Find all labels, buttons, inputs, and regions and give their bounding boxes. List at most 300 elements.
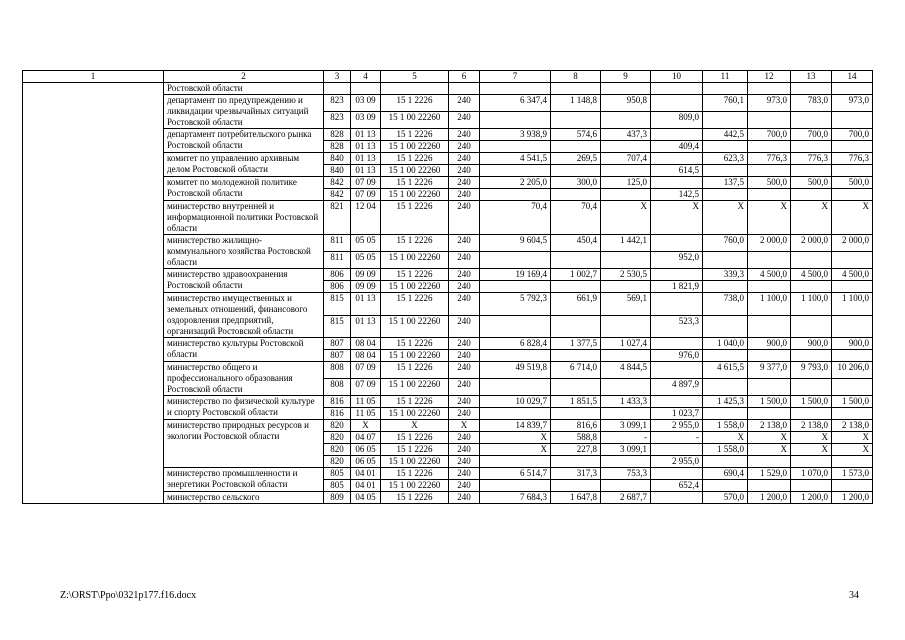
cell-col-5: 15 1 00 22260 xyxy=(381,379,449,396)
cell-col-7 xyxy=(480,83,551,95)
cell-col-4: Х xyxy=(351,420,381,432)
cell-col-13 xyxy=(791,456,832,468)
cell-col-5: 15 1 00 22260 xyxy=(381,456,449,468)
cell-col-3: 820 xyxy=(324,456,351,468)
cell-col-5: 15 1 2226 xyxy=(381,153,449,165)
cell-col-6 xyxy=(449,83,480,95)
cell-col-10 xyxy=(651,269,703,281)
cell-col-12 xyxy=(748,252,791,269)
cell-col-7: 49 519,8 xyxy=(480,362,551,379)
cell-col-3: 815 xyxy=(324,293,351,316)
cell-col-3: 842 xyxy=(324,189,351,201)
cell-col-7: 9 604,5 xyxy=(480,235,551,252)
cell-col-13: 2 000,0 xyxy=(791,235,832,252)
cell-col-12: Х xyxy=(748,444,791,456)
cell-col-8: 1 377,5 xyxy=(551,338,601,350)
cell-col-4: 09 09 xyxy=(351,269,381,281)
cell-col-9 xyxy=(601,112,651,129)
cell-col-9: 569,1 xyxy=(601,293,651,316)
cell-col-11: 1 425,3 xyxy=(703,396,748,408)
cell-col-12 xyxy=(748,456,791,468)
column-1-cell xyxy=(23,83,164,504)
cell-col-6: 240 xyxy=(449,350,480,362)
cell-col-9: 3 099,1 xyxy=(601,420,651,432)
cell-col-3: 815 xyxy=(324,315,351,338)
cell-col-5: 15 1 2226 xyxy=(381,396,449,408)
cell-col-4: 07 09 xyxy=(351,379,381,396)
cell-col-3: 840 xyxy=(324,165,351,177)
cell-col-13 xyxy=(791,379,832,396)
cell-col-3: 842 xyxy=(324,177,351,189)
cell-col-7: 6 828,4 xyxy=(480,338,551,350)
cell-col-5: 15 1 2226 xyxy=(381,432,449,444)
cell-col-3: 828 xyxy=(324,129,351,141)
cell-col-12: 500,0 xyxy=(748,177,791,189)
cell-col-10: 1 023,7 xyxy=(651,408,703,420)
cell-col-10 xyxy=(651,293,703,316)
cell-col-9: 2 687,7 xyxy=(601,492,651,504)
executor-name: министерство сельского xyxy=(164,492,324,504)
cell-col-9: 2 530,5 xyxy=(601,269,651,281)
cell-col-4: 08 04 xyxy=(351,338,381,350)
cell-col-8: 450,4 xyxy=(551,235,601,252)
cell-col-3: 820 xyxy=(324,432,351,444)
cell-col-3: 823 xyxy=(324,112,351,129)
cell-col-11 xyxy=(703,281,748,293)
cell-col-9: 125,0 xyxy=(601,177,651,189)
cell-col-9 xyxy=(601,252,651,269)
cell-col-8 xyxy=(551,379,601,396)
cell-col-3 xyxy=(324,83,351,95)
cell-col-10: 4 897,9 xyxy=(651,379,703,396)
cell-col-4: 01 13 xyxy=(351,153,381,165)
cell-col-11: Х xyxy=(703,432,748,444)
cell-col-6: 240 xyxy=(449,165,480,177)
cell-col-7: 10 029,7 xyxy=(480,396,551,408)
cell-col-10 xyxy=(651,235,703,252)
cell-col-7 xyxy=(480,112,551,129)
cell-col-10: 409,4 xyxy=(651,141,703,153)
cell-col-14: 2 138,0 xyxy=(832,420,873,432)
cell-col-11: 442,5 xyxy=(703,129,748,141)
cell-col-4: 12 04 xyxy=(351,201,381,235)
cell-col-9 xyxy=(601,350,651,362)
cell-col-10: 142,5 xyxy=(651,189,703,201)
cell-col-7: 3 938,9 xyxy=(480,129,551,141)
cell-col-4: 01 13 xyxy=(351,293,381,316)
column-header-3: 3 xyxy=(324,71,351,83)
cell-col-7 xyxy=(480,141,551,153)
cell-col-8 xyxy=(551,165,601,177)
cell-col-4: 03 09 xyxy=(351,112,381,129)
cell-col-11 xyxy=(703,408,748,420)
cell-col-11: 570,0 xyxy=(703,492,748,504)
column-header-1: 1 xyxy=(23,71,164,83)
cell-col-11: 760,0 xyxy=(703,235,748,252)
cell-col-9 xyxy=(601,141,651,153)
cell-col-4: 04 07 xyxy=(351,432,381,444)
cell-col-6: 240 xyxy=(449,408,480,420)
cell-col-6: 240 xyxy=(449,177,480,189)
cell-col-8: 574,6 xyxy=(551,129,601,141)
cell-col-9: Х xyxy=(601,201,651,235)
cell-col-5: 15 1 2226 xyxy=(381,269,449,281)
cell-col-14 xyxy=(832,141,873,153)
executor-name: министерство внутренней и информационной политики Ростовской области xyxy=(164,201,324,235)
cell-col-8 xyxy=(551,252,601,269)
cell-col-8 xyxy=(551,83,601,95)
cell-col-13 xyxy=(791,281,832,293)
cell-col-6: 240 xyxy=(449,480,480,492)
cell-col-6: 240 xyxy=(449,252,480,269)
cell-col-12: 1 529,0 xyxy=(748,468,791,480)
cell-col-8: 70,4 xyxy=(551,201,601,235)
cell-col-12: 4 500,0 xyxy=(748,269,791,281)
cell-col-4: 07 09 xyxy=(351,189,381,201)
cell-col-8: 269,5 xyxy=(551,153,601,165)
cell-col-12: 776,3 xyxy=(748,153,791,165)
cell-col-12 xyxy=(748,83,791,95)
cell-col-14: 2 000,0 xyxy=(832,235,873,252)
cell-col-4: 04 01 xyxy=(351,468,381,480)
cell-col-14: Х xyxy=(832,444,873,456)
cell-col-8: 661,9 xyxy=(551,293,601,316)
cell-col-12: 1 200,0 xyxy=(748,492,791,504)
cell-col-14 xyxy=(832,315,873,338)
column-header-14: 14 xyxy=(832,71,873,83)
cell-col-10 xyxy=(651,95,703,112)
cell-col-13: Х xyxy=(791,432,832,444)
cell-col-3: 816 xyxy=(324,396,351,408)
cell-col-3: 808 xyxy=(324,379,351,396)
cell-col-4: 01 13 xyxy=(351,165,381,177)
cell-col-14: Х xyxy=(832,432,873,444)
cell-col-3: 805 xyxy=(324,468,351,480)
cell-col-12: 700,0 xyxy=(748,129,791,141)
cell-col-13 xyxy=(791,189,832,201)
cell-col-10: 652,4 xyxy=(651,480,703,492)
column-header-8: 8 xyxy=(551,71,601,83)
cell-col-10 xyxy=(651,468,703,480)
cell-col-5: 15 1 2226 xyxy=(381,201,449,235)
cell-col-5: 15 1 2226 xyxy=(381,177,449,189)
cell-col-3: 821 xyxy=(324,201,351,235)
cell-col-14 xyxy=(832,350,873,362)
cell-col-7: 19 169,4 xyxy=(480,269,551,281)
cell-col-14: 776,3 xyxy=(832,153,873,165)
cell-col-10 xyxy=(651,177,703,189)
cell-col-11: 339,3 xyxy=(703,269,748,281)
cell-col-6: 240 xyxy=(449,153,480,165)
cell-col-6: 240 xyxy=(449,396,480,408)
cell-col-13: Х xyxy=(791,444,832,456)
cell-col-9: 437,3 xyxy=(601,129,651,141)
cell-col-6: 240 xyxy=(449,112,480,129)
cell-col-8: 1 851,5 xyxy=(551,396,601,408)
cell-col-7 xyxy=(480,456,551,468)
cell-col-7: Х xyxy=(480,444,551,456)
cell-col-10 xyxy=(651,153,703,165)
cell-col-6: 240 xyxy=(449,362,480,379)
cell-col-13: 9 793,0 xyxy=(791,362,832,379)
cell-col-12: Х xyxy=(748,201,791,235)
executor-name: министерство жилищно-коммунального хозяйства Ростовской области xyxy=(164,235,324,269)
executor-name: комитет по молодежной политике Ростовской области xyxy=(164,177,324,201)
column-header-4: 4 xyxy=(351,71,381,83)
cell-col-14 xyxy=(832,252,873,269)
cell-col-9: 1 027,4 xyxy=(601,338,651,350)
executor-name: комитет по управлению архивным делом Ростовской области xyxy=(164,153,324,177)
cell-col-12 xyxy=(748,189,791,201)
cell-col-11: 1 040,0 xyxy=(703,338,748,350)
cell-col-13: 1 100,0 xyxy=(791,293,832,316)
cell-col-11: 690,4 xyxy=(703,468,748,480)
cell-col-3: 811 xyxy=(324,235,351,252)
cell-col-11: 738,0 xyxy=(703,293,748,316)
cell-col-14 xyxy=(832,112,873,129)
cell-col-7: 6 514,7 xyxy=(480,468,551,480)
cell-col-12 xyxy=(748,480,791,492)
cell-col-8 xyxy=(551,480,601,492)
cell-col-8: 1 647,8 xyxy=(551,492,601,504)
cell-col-10: 1 821,9 xyxy=(651,281,703,293)
cell-col-12: 900,0 xyxy=(748,338,791,350)
cell-col-8: 588,8 xyxy=(551,432,601,444)
cell-col-3: 809 xyxy=(324,492,351,504)
cell-col-13 xyxy=(791,315,832,338)
cell-col-14: 1 573,0 xyxy=(832,468,873,480)
table-body xyxy=(23,83,873,504)
cell-col-11: 137,5 xyxy=(703,177,748,189)
cell-col-10: 2 955,0 xyxy=(651,456,703,468)
cell-col-8: 1 148,8 xyxy=(551,95,601,112)
cell-col-7: 14 839,7 xyxy=(480,420,551,432)
cell-col-7: 7 684,3 xyxy=(480,492,551,504)
cell-col-5: 15 1 00 22260 xyxy=(381,281,449,293)
cell-col-7: 2 205,0 xyxy=(480,177,551,189)
cell-col-12: 1 500,0 xyxy=(748,396,791,408)
cell-col-11: 760,1 xyxy=(703,95,748,112)
cell-col-6: 240 xyxy=(449,141,480,153)
cell-col-9: 1 433,3 xyxy=(601,396,651,408)
cell-col-7: 70,4 xyxy=(480,201,551,235)
cell-col-3: 840 xyxy=(324,153,351,165)
executor-name: министерство здравоохранения Ростовской области xyxy=(164,269,324,293)
budget-table xyxy=(22,70,873,504)
cell-col-5: 15 1 00 22260 xyxy=(381,189,449,201)
cell-col-9 xyxy=(601,480,651,492)
column-header-5: 5 xyxy=(381,71,449,83)
cell-col-7 xyxy=(480,350,551,362)
cell-col-12: Х xyxy=(748,432,791,444)
cell-col-5: 15 1 00 22260 xyxy=(381,252,449,269)
cell-col-7 xyxy=(480,189,551,201)
cell-col-14: 4 500,0 xyxy=(832,269,873,281)
cell-col-8 xyxy=(551,315,601,338)
cell-col-12: 2 000,0 xyxy=(748,235,791,252)
cell-col-12: 1 100,0 xyxy=(748,293,791,316)
cell-col-4: 08 04 xyxy=(351,350,381,362)
cell-col-14: 1 500,0 xyxy=(832,396,873,408)
executor-name: министерство природных ресурсов и экологии Ростовской области xyxy=(164,420,324,468)
executor-name: министерство по физической культуре и спорту Ростовской области xyxy=(164,396,324,420)
cell-col-13: 1 500,0 xyxy=(791,396,832,408)
cell-col-9: 3 099,1 xyxy=(601,444,651,456)
cell-col-13: 2 138,0 xyxy=(791,420,832,432)
cell-col-11 xyxy=(703,165,748,177)
cell-col-14 xyxy=(832,480,873,492)
column-header-13: 13 xyxy=(791,71,832,83)
cell-col-8 xyxy=(551,141,601,153)
cell-col-14 xyxy=(832,165,873,177)
cell-col-13: 1 200,0 xyxy=(791,492,832,504)
cell-col-10 xyxy=(651,338,703,350)
cell-col-12: 9 377,0 xyxy=(748,362,791,379)
cell-col-10: 2 955,0 xyxy=(651,420,703,432)
cell-col-4: 04 01 xyxy=(351,480,381,492)
cell-col-4: 07 09 xyxy=(351,177,381,189)
cell-col-10: Х xyxy=(651,201,703,235)
cell-col-10 xyxy=(651,492,703,504)
cell-col-9 xyxy=(601,83,651,95)
cell-col-14: Х xyxy=(832,201,873,235)
cell-col-3: 808 xyxy=(324,362,351,379)
cell-col-13: Х xyxy=(791,201,832,235)
cell-col-5: 15 1 2226 xyxy=(381,362,449,379)
cell-col-10: 952,0 xyxy=(651,252,703,269)
cell-col-12 xyxy=(748,112,791,129)
executor-name: министерство культуры Ростовской области xyxy=(164,338,324,362)
cell-col-5: 15 1 00 22260 xyxy=(381,350,449,362)
cell-col-12 xyxy=(748,165,791,177)
cell-col-5: 15 1 2226 xyxy=(381,492,449,504)
cell-col-3: 820 xyxy=(324,420,351,432)
cell-col-9: 4 844,5 xyxy=(601,362,651,379)
cell-col-7 xyxy=(480,315,551,338)
cell-col-10 xyxy=(651,362,703,379)
cell-col-13: 500,0 xyxy=(791,177,832,189)
cell-col-7 xyxy=(480,379,551,396)
cell-col-9: 707,4 xyxy=(601,153,651,165)
cell-col-5: 15 1 00 22260 xyxy=(381,315,449,338)
cell-col-9: 1 442,1 xyxy=(601,235,651,252)
executor-name: министерство промышленности и энергетики Ростовской области xyxy=(164,468,324,492)
cell-col-6: 240 xyxy=(449,235,480,252)
cell-col-10: 523,3 xyxy=(651,315,703,338)
cell-col-5: 15 1 00 22260 xyxy=(381,408,449,420)
cell-col-5: 15 1 2226 xyxy=(381,468,449,480)
cell-col-9 xyxy=(601,408,651,420)
cell-col-13: 783,0 xyxy=(791,95,832,112)
column-header-6: 6 xyxy=(449,71,480,83)
cell-col-13: 900,0 xyxy=(791,338,832,350)
cell-col-12 xyxy=(748,408,791,420)
cell-col-14: 500,0 xyxy=(832,177,873,189)
cell-col-5: Х xyxy=(381,420,449,432)
cell-col-10: 809,0 xyxy=(651,112,703,129)
column-header-7: 7 xyxy=(480,71,551,83)
cell-col-8: 227,8 xyxy=(551,444,601,456)
cell-col-14 xyxy=(832,456,873,468)
cell-col-4: 05 05 xyxy=(351,235,381,252)
cell-col-4: 06 05 xyxy=(351,444,381,456)
cell-col-4: 03 09 xyxy=(351,95,381,112)
cell-col-3: 807 xyxy=(324,350,351,362)
cell-col-9 xyxy=(601,315,651,338)
column-header-12: 12 xyxy=(748,71,791,83)
cell-col-10: - xyxy=(651,432,703,444)
cell-col-11 xyxy=(703,480,748,492)
cell-col-7 xyxy=(480,408,551,420)
cell-col-5: 15 1 00 22260 xyxy=(381,480,449,492)
cell-col-10 xyxy=(651,129,703,141)
cell-col-9 xyxy=(601,379,651,396)
cell-col-13 xyxy=(791,350,832,362)
cell-col-6: 240 xyxy=(449,444,480,456)
cell-col-8: 6 714,0 xyxy=(551,362,601,379)
cell-col-11 xyxy=(703,189,748,201)
cell-col-14: 10 206,0 xyxy=(832,362,873,379)
cell-col-11: 1 558,0 xyxy=(703,444,748,456)
cell-col-4: 06 05 xyxy=(351,456,381,468)
cell-col-6: 240 xyxy=(449,456,480,468)
cell-col-6: 240 xyxy=(449,95,480,112)
cell-col-5: 15 1 2226 xyxy=(381,444,449,456)
cell-col-14: 973,0 xyxy=(832,95,873,112)
cell-col-13: 776,3 xyxy=(791,153,832,165)
cell-col-5 xyxy=(381,83,449,95)
column-header-9: 9 xyxy=(601,71,651,83)
cell-col-7: 4 541,5 xyxy=(480,153,551,165)
cell-col-11 xyxy=(703,112,748,129)
cell-col-8: 317,3 xyxy=(551,468,601,480)
cell-col-6: 240 xyxy=(449,338,480,350)
cell-col-14 xyxy=(832,281,873,293)
cell-col-9: 950,8 xyxy=(601,95,651,112)
cell-col-10 xyxy=(651,396,703,408)
cell-col-3: 828 xyxy=(324,141,351,153)
executor-name: министерство общего и профессионального образования Ростовской области xyxy=(164,362,324,396)
cell-col-5: 15 1 2226 xyxy=(381,235,449,252)
cell-col-6: 240 xyxy=(449,492,480,504)
footer-file-path: Z:\ORST\Ppo\0321p177.f16.docx xyxy=(60,590,197,601)
cell-col-13 xyxy=(791,252,832,269)
cell-col-9: 753,3 xyxy=(601,468,651,480)
cell-col-11: 1 558,0 xyxy=(703,420,748,432)
cell-col-11 xyxy=(703,315,748,338)
cell-col-8 xyxy=(551,350,601,362)
page-number: 34 xyxy=(849,590,859,601)
cell-col-5: 15 1 2226 xyxy=(381,129,449,141)
cell-col-13 xyxy=(791,141,832,153)
cell-col-8: 300,0 xyxy=(551,177,601,189)
cell-col-10 xyxy=(651,444,703,456)
cell-col-4: 01 13 xyxy=(351,141,381,153)
cell-col-12: 973,0 xyxy=(748,95,791,112)
cell-col-6: 240 xyxy=(449,432,480,444)
cell-col-3: 807 xyxy=(324,338,351,350)
cell-col-14: 900,0 xyxy=(832,338,873,350)
cell-col-8: 1 002,7 xyxy=(551,269,601,281)
cell-col-7: 6 347,4 xyxy=(480,95,551,112)
cell-col-9 xyxy=(601,456,651,468)
cell-col-11: 4 615,5 xyxy=(703,362,748,379)
column-header-10: 10 xyxy=(651,71,703,83)
cell-col-5: 15 1 2226 xyxy=(381,338,449,350)
cell-col-11 xyxy=(703,350,748,362)
cell-col-8 xyxy=(551,456,601,468)
cell-col-5: 15 1 00 22260 xyxy=(381,165,449,177)
